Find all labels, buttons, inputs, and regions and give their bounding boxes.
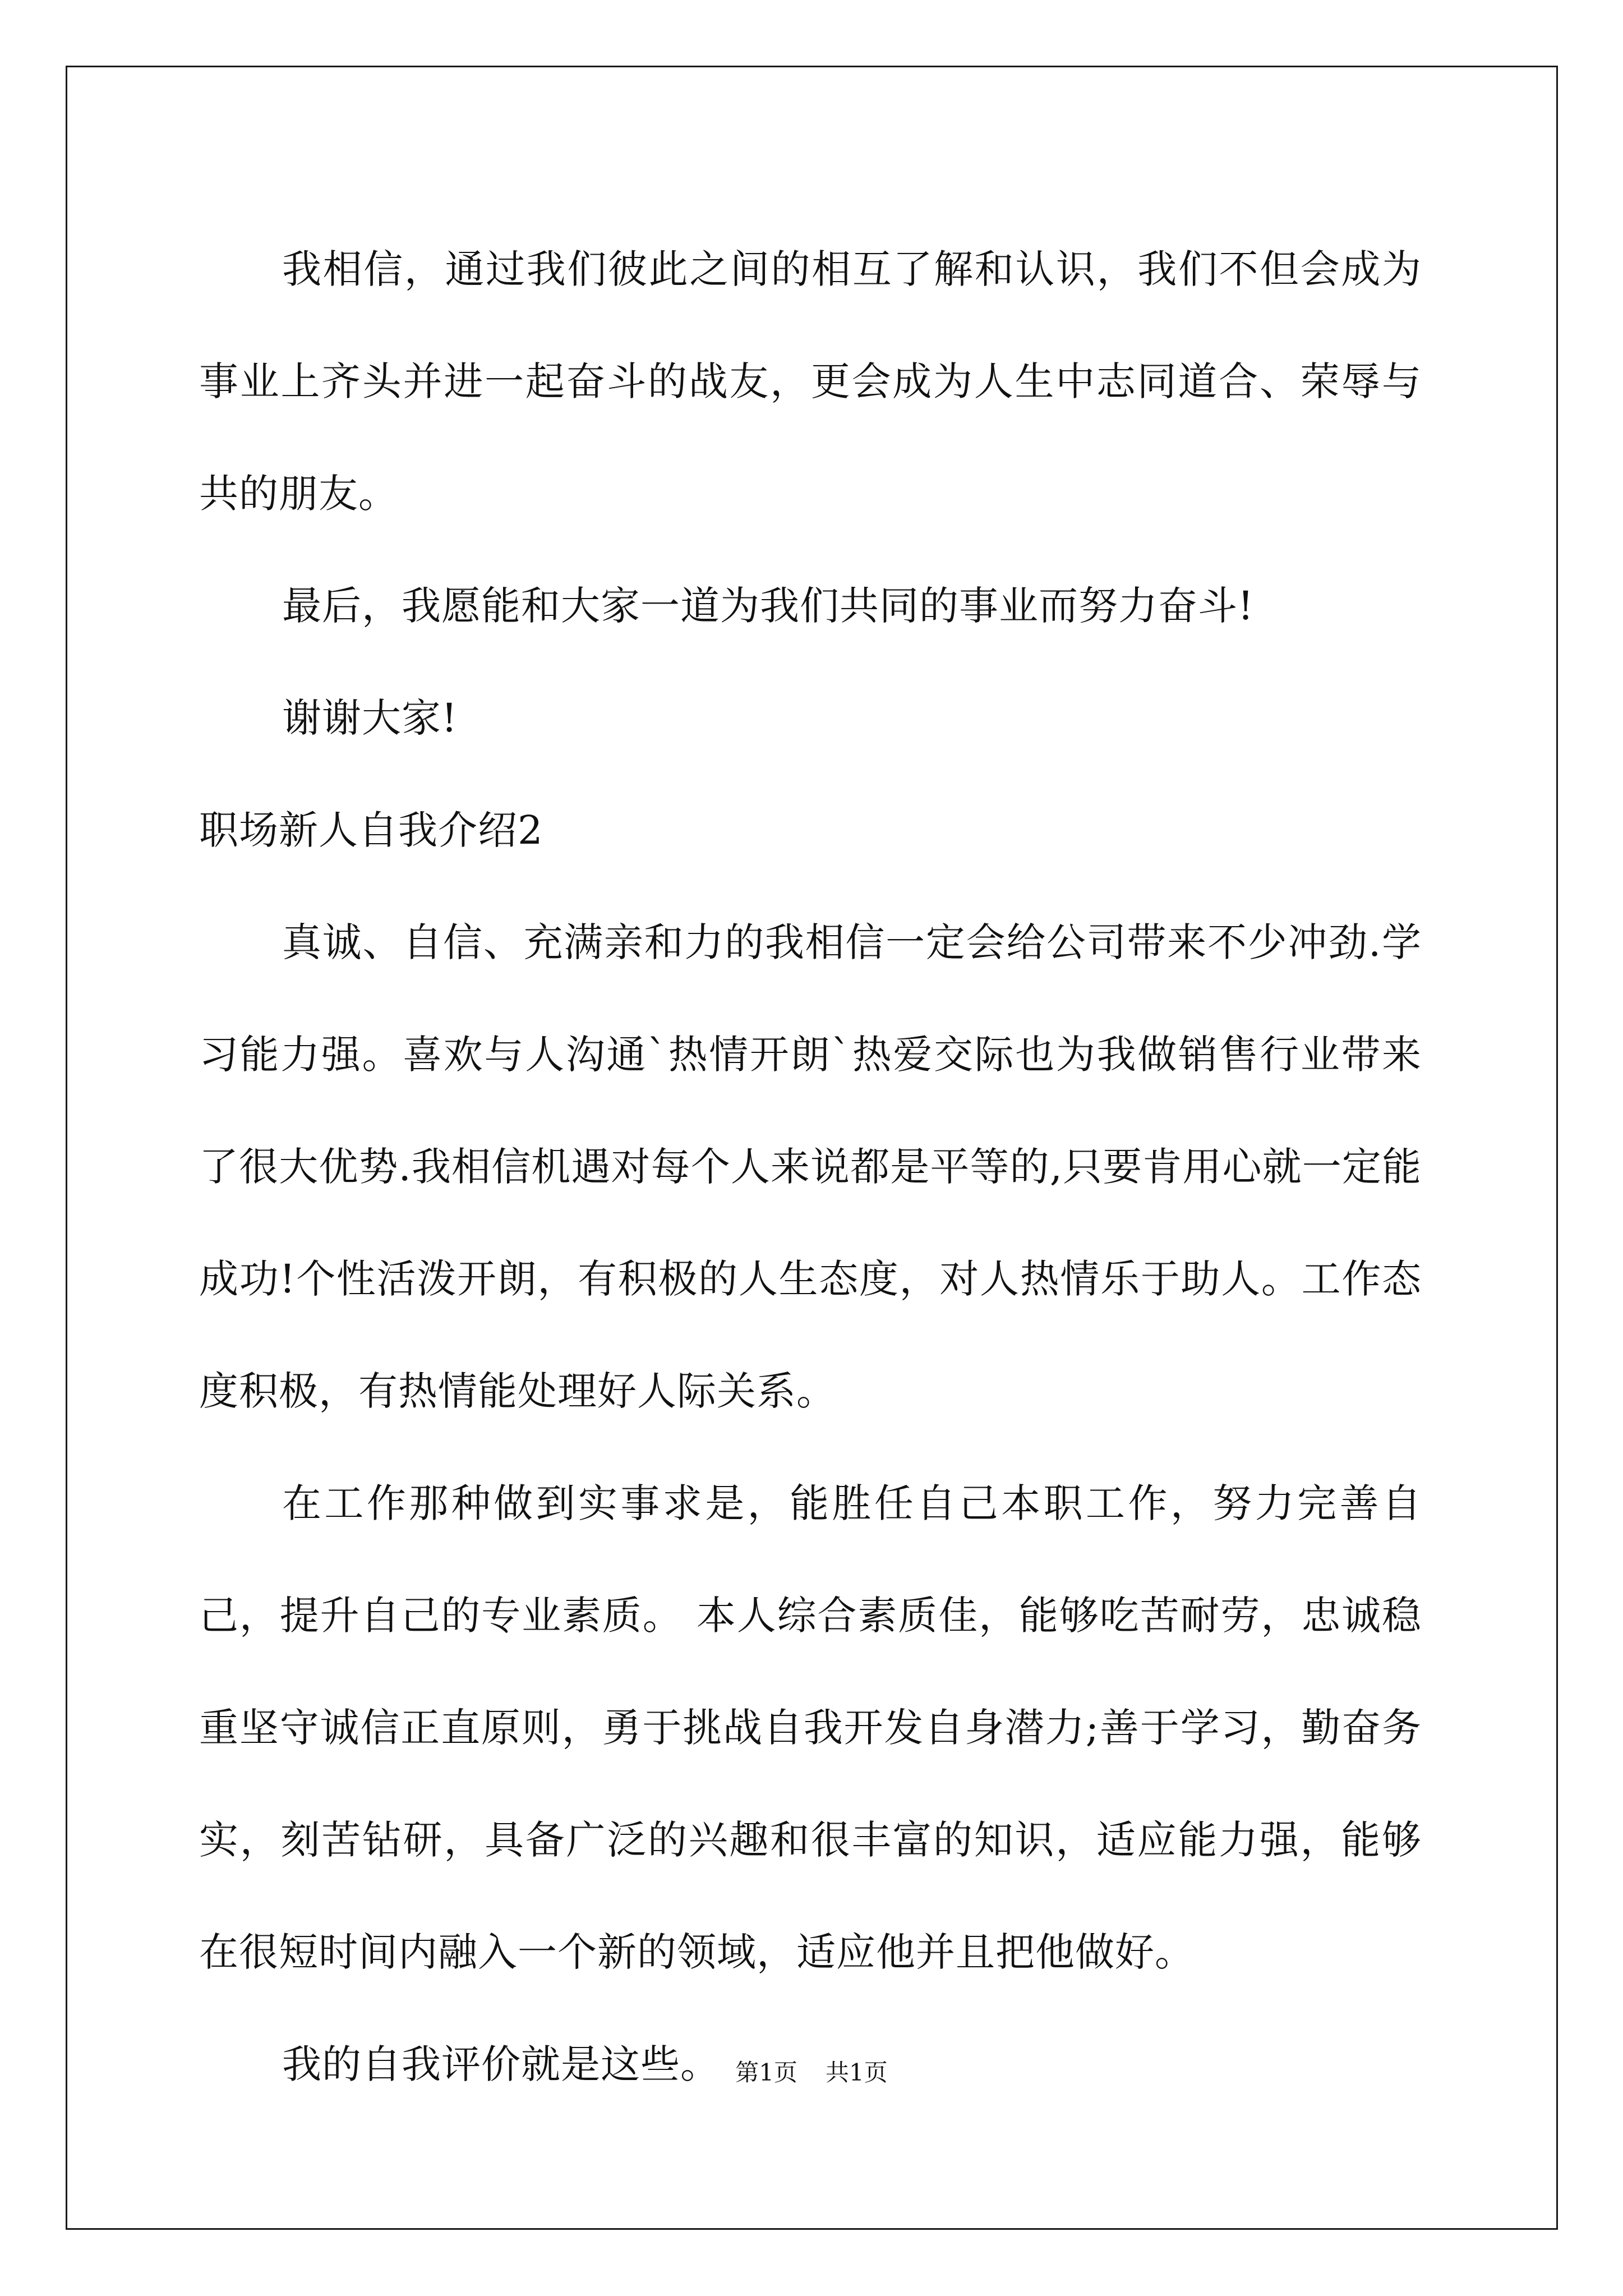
paragraph-closing-belief: 我相信，通过我们彼此之间的相互了解和认识，我们不但会成为事业上齐头并进一起奋斗的战友，更会成为人生中志同道合、荣辱与共的朋友。 [199,246,1422,517]
document-body [199,213,1422,2120]
paragraph-strengths: 真诚、自信、充满亲和力的我相信一定会给公司带来不少冲劲.学习能力强。喜欢与人沟通`热情开朗`热爱交际也为我做销售行业带来了很大优势.我相信机遇对每个人来说都是平等的,只要肯用心就一定能成功!个性活泼开朗，有积极的人生态度，对人热情乐于助人。工作态度积极，有热情能处理好人际关系。 [199,919,1422,1414]
paragraph-work-attitude: 在工作那种做到实事求是，能胜任自己本职工作，努力完善自己，提升自己的专业素质。 本人综合素质佳，能够吃苦耐劳，忠诚稳重坚守诚信正直原则，勇于挑战自我开发自身潜力;善于学习，勤奋务实，刻苦钻研，具备广泛的兴趣和很丰富的知识，适应能力强，能够在很短时间内融入一个新的领域，适应他并且把他做好。 [199,1480,1422,1975]
paragraph-conclusion: 我的自我评价就是这些。 [282,2041,720,2087]
paragraph-thanks: 谢谢大家! [282,695,458,741]
paragraph-closing-wish: 最后，我愿能和大家一道为我们共同的事业而努力奋斗! [282,583,1255,629]
section-heading: 职场新人自我介绍2 [199,807,543,853]
page-number: 第1页 [735,2059,797,2086]
page-total: 共1页 [826,2059,888,2086]
page-footer [0,2056,1623,2090]
